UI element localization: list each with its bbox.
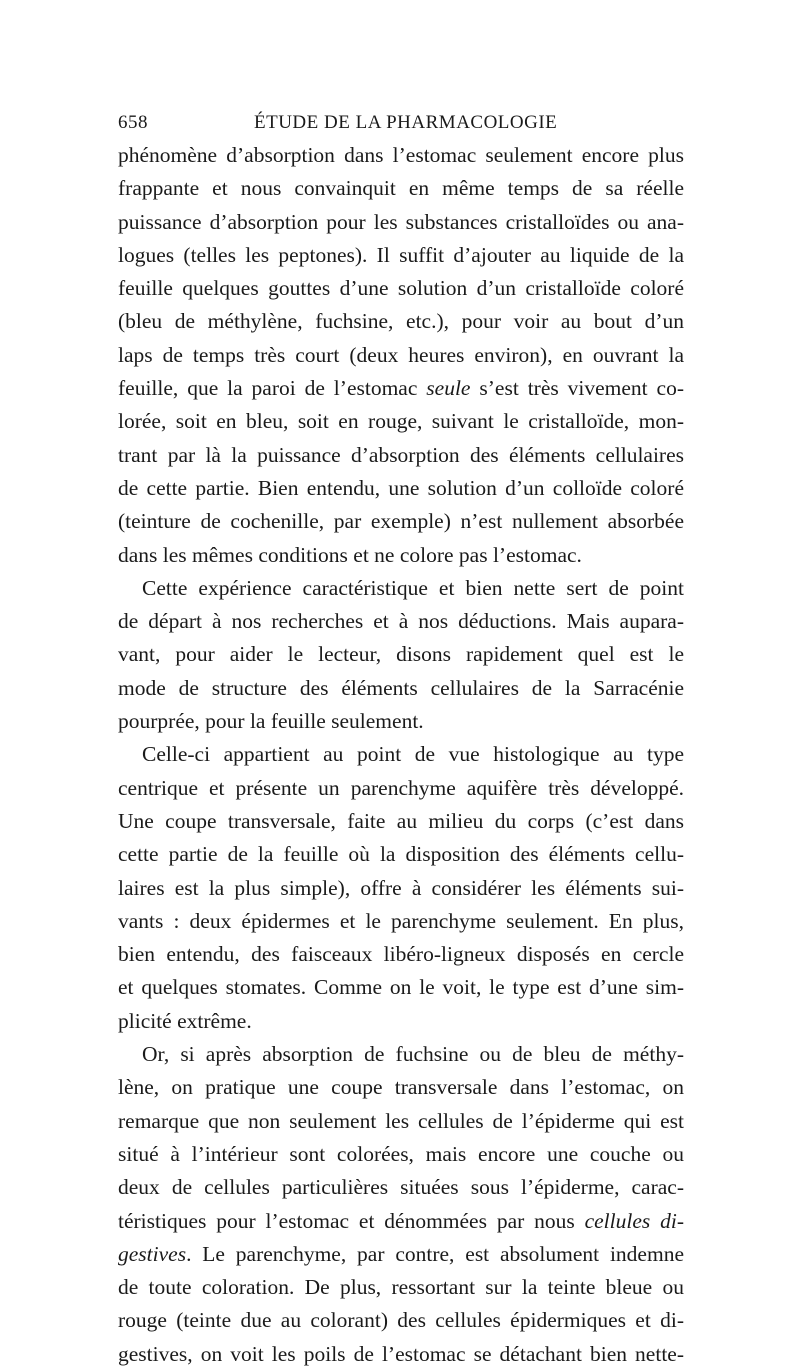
text-line: plicité extrême. <box>118 1008 252 1033</box>
text-line: trant par là la puissance d’absorption des éléments cellulaires <box>118 442 684 467</box>
text-line: situé à l’intérieur sont colorées, mais encore une couche ou <box>118 1141 684 1166</box>
text-line: téristiques pour l’estomac et dénommées par nous cellules di- <box>118 1208 684 1233</box>
page-number: 658 <box>118 112 148 133</box>
text-line: gestives, on voit les poils de l’estomac se détachant bien nette- <box>118 1341 684 1366</box>
paragraph <box>118 572 684 738</box>
text-line: deux de cellules particulières situées sous l’épiderme, carac- <box>118 1175 684 1200</box>
text-line: et quelques stomates. Comme on le voit, le type est d’une sim- <box>118 975 684 1000</box>
text-line: laires est la plus simple), offre à considérer les éléments sui- <box>118 875 684 900</box>
text-line: vants : deux épidermes et le parenchyme seulement. En plus, <box>118 908 684 933</box>
text-line: de départ à nos recherches et à nos déductions. Mais aupara- <box>118 609 684 634</box>
text-line: (bleu de méthylène, fuchsine, etc.), pour voir au bout d’un <box>118 309 684 334</box>
text-line: de toute coloration. De plus, ressortant sur la teinte bleue ou <box>118 1275 684 1300</box>
running-title: ÉTUDE DE LA PHARMACOLOGIE <box>254 112 558 133</box>
text-line: feuille, que la paroi de l’estomac seule s’est très vivement co- <box>118 376 684 401</box>
text-line: bien entendu, des faisceaux libéro-ligneux disposés en cercle <box>118 942 684 967</box>
text-line: Or, si après absorption de fuchsine ou de bleu de méthy- <box>142 1042 684 1067</box>
text-line: frappante et nous convainquit en même temps de sa réelle <box>118 176 684 201</box>
text-line: de cette partie. Bien entendu, une solution d’un colloïde coloré <box>118 475 684 500</box>
running-head <box>118 112 684 140</box>
text-line: remarque que non seulement les cellules de l’épiderme qui est <box>118 1108 684 1133</box>
text-line: vant, pour aider le lecteur, disons rapidement quel est le <box>118 642 684 667</box>
text-line: (teinture de cochenille, par exemple) n’est nullement absorbée <box>118 509 684 534</box>
text-line: Celle-ci appartient au point de vue histologique au type <box>142 742 684 767</box>
text-line: centrique et présente un parenchyme aquifère très développé. <box>118 775 684 800</box>
text-line: dans les mêmes conditions et ne colore pas l’estomac. <box>118 542 582 567</box>
text-line: lorée, soit en bleu, soit en rouge, suivant le cristalloïde, mon- <box>118 409 684 434</box>
text-line: gestives. Le parenchyme, par contre, est absolument indemne <box>118 1241 684 1266</box>
text-line: Cette expérience caractéristique et bien nette sert de point <box>142 575 684 600</box>
text-line: pourprée, pour la feuille seulement. <box>118 709 424 734</box>
text-line: mode de structure des éléments cellulaires de la Sarracénie <box>118 675 684 700</box>
text-line: puissance d’absorption pour les substances cristalloïdes ou ana- <box>118 209 684 234</box>
text-line: feuille quelques gouttes d’une solution d’un cristalloïde coloré <box>118 276 684 301</box>
paragraph <box>118 1038 684 1371</box>
text-line: lène, on pratique une coupe transversale dans l’estomac, on <box>118 1075 684 1100</box>
text-line: phénomène d’absorption dans l’estomac seulement encore plus <box>118 143 684 167</box>
paragraph <box>118 738 684 1038</box>
body-text <box>118 139 684 1371</box>
text-line: cette partie de la feuille où la disposition des éléments cellu- <box>118 842 684 867</box>
text-line: Une coupe transversale, faite au milieu du corps (c’est dans <box>118 808 684 833</box>
text-line: rouge (teinte due au colorant) des cellules épidermiques et di- <box>118 1308 684 1333</box>
text-line: logues (telles les peptones). Il suffit d’ajouter au liquide de la <box>118 242 684 267</box>
text-line: laps de temps très court (deux heures environ), en ouvrant la <box>118 342 684 367</box>
paragraph <box>118 139 684 572</box>
